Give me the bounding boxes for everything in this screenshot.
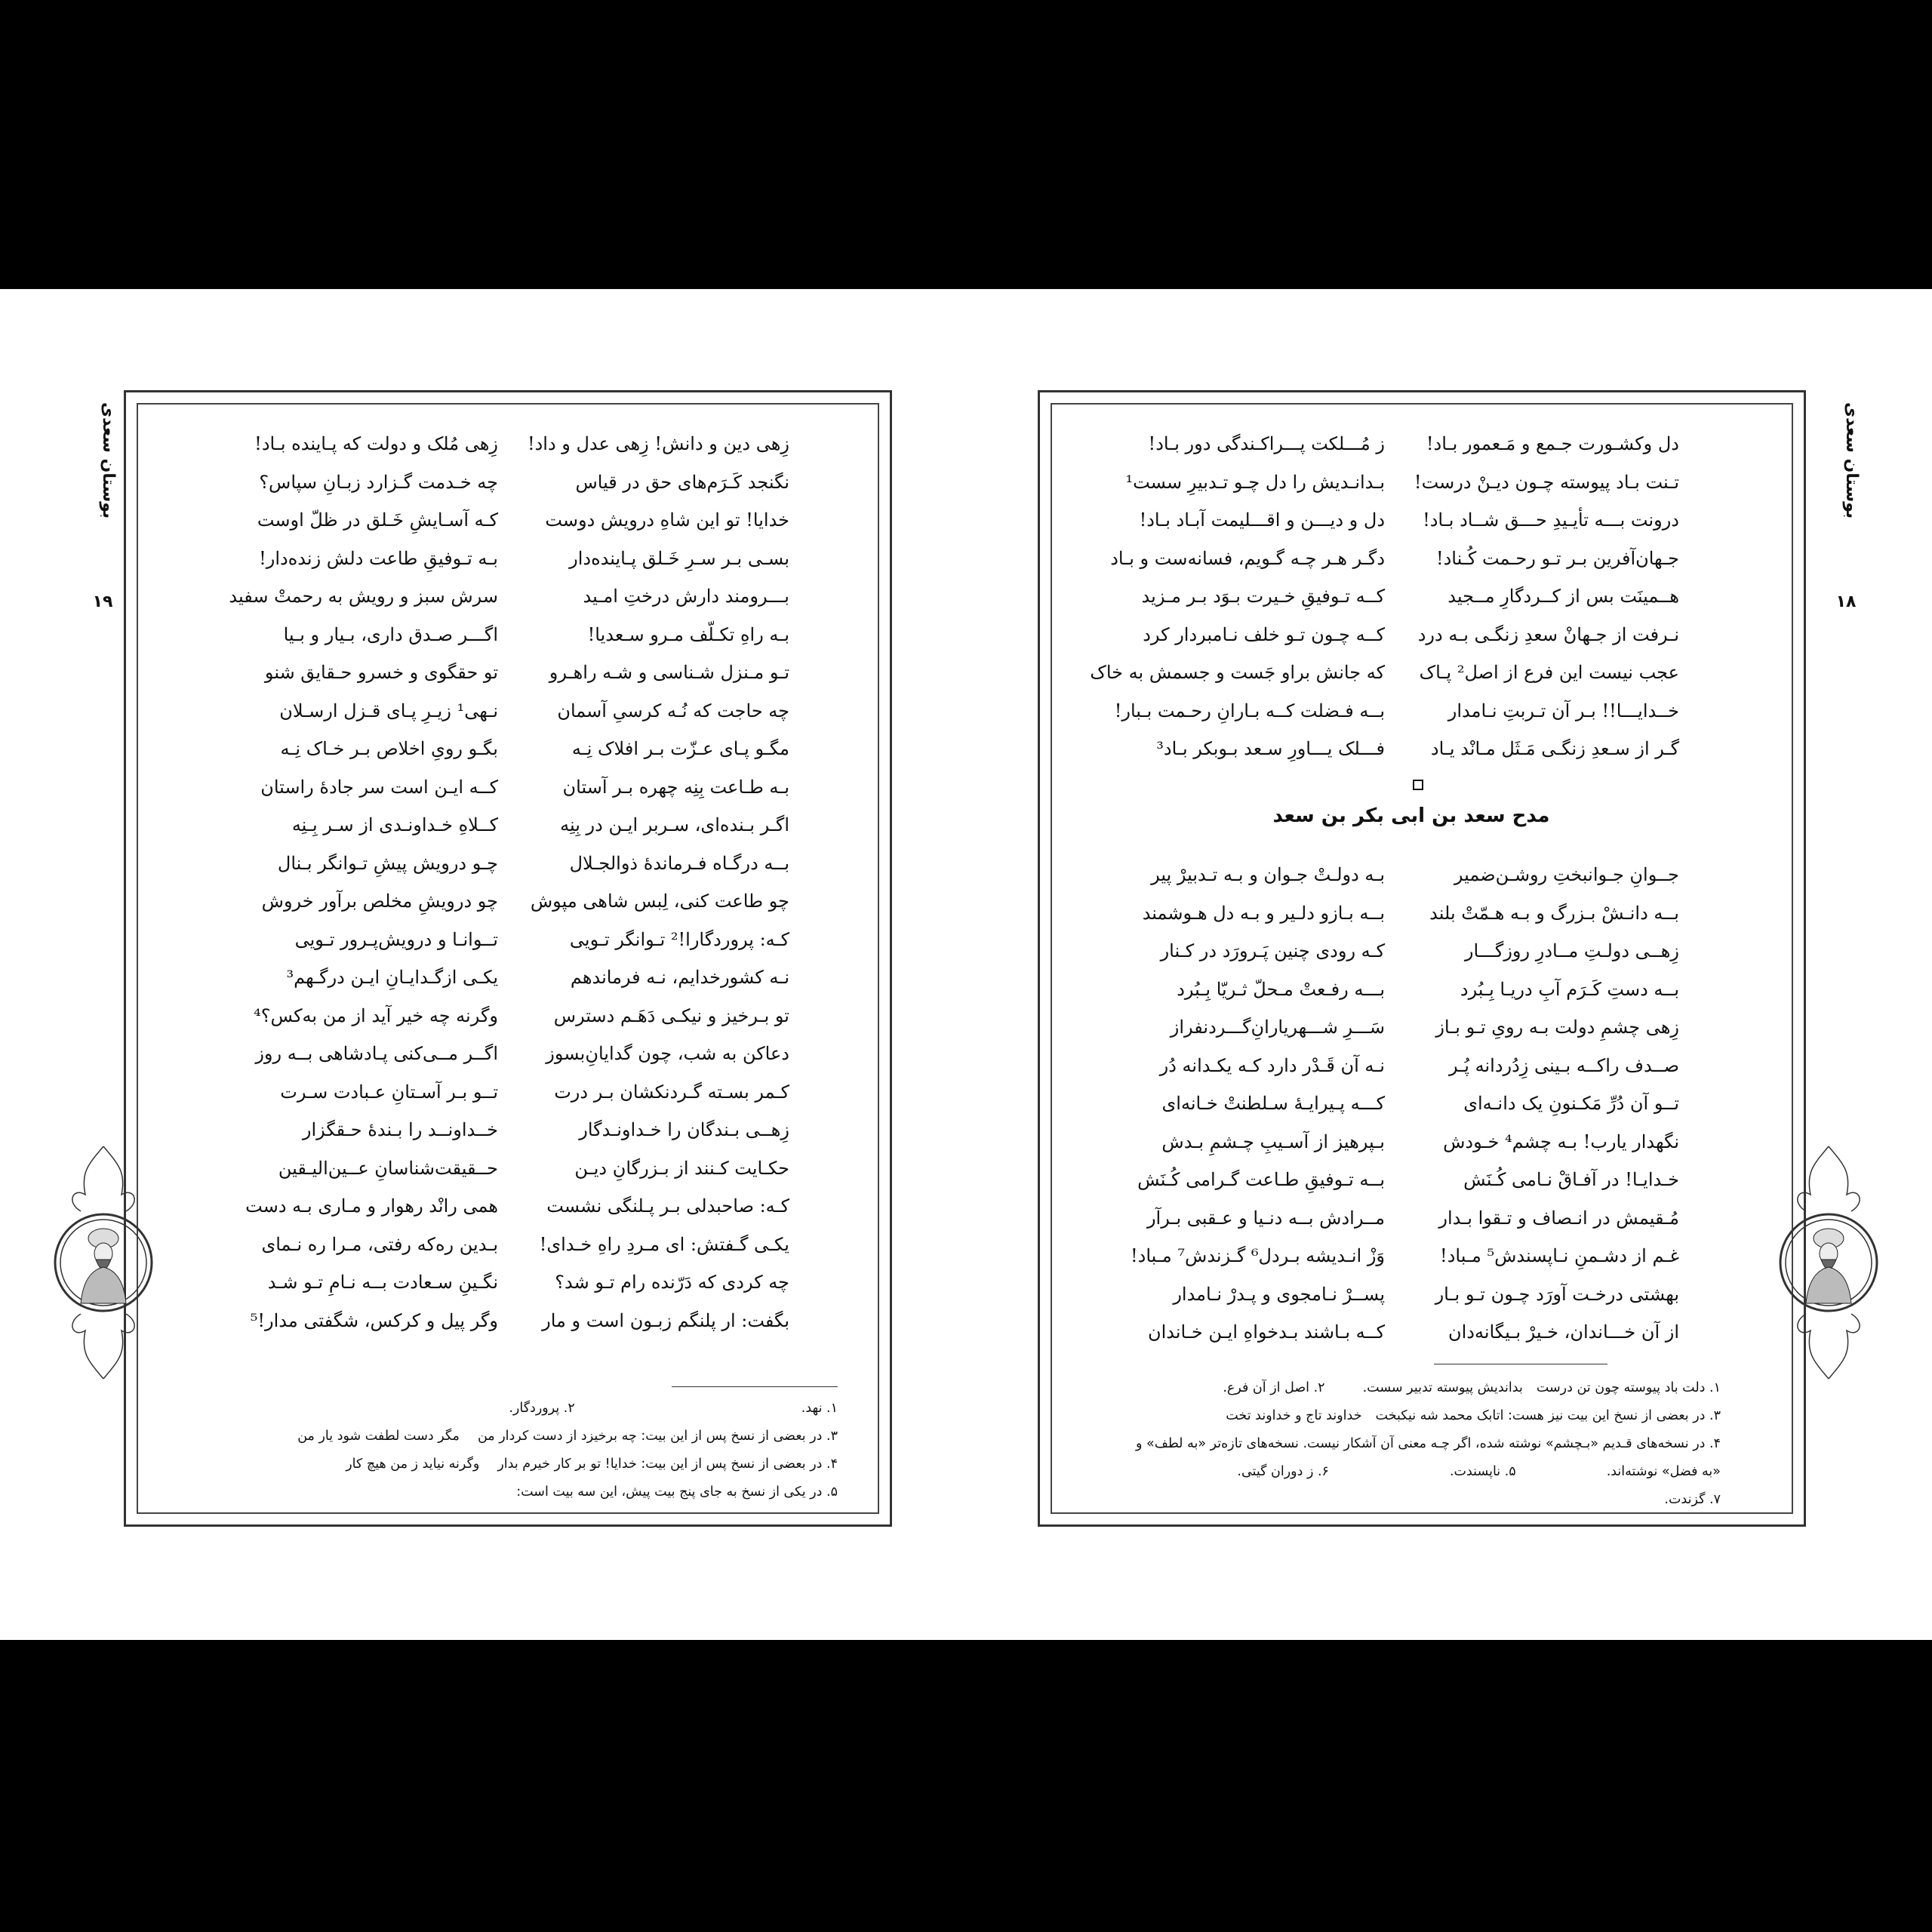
hemistich-line: بــه فـضلت کــه بـارانِ رحـمت بـبار! [1114, 700, 1385, 721]
hemistich-line: خـدایـا! در آفـاقْ نـامی کُـنَش [1463, 1169, 1679, 1190]
hemistich-line: مُـقیمش در انـصاف و تـقوا بـدار [1438, 1207, 1679, 1229]
footnote-3-verse: مگر دست لطفت شود یار من [297, 1429, 460, 1444]
hemistich-line: اگــر مــی‌کنی پـادشاهی بــه روز [255, 1043, 498, 1064]
verse-column-left-hemistich [1117, 856, 1385, 1352]
hemistich-line: نـهی¹ زیـرِ پـای قـزل ارسـلان [279, 700, 498, 721]
hemistich-line: کـــه پـیرایـهٔ سـلطنتْ خـانه‌ای [1161, 1093, 1385, 1114]
hemistich-line: سَـــرِ شـــهریارانِ‌گـــردنفراز [1170, 1017, 1385, 1038]
footnote-4: ۴. در نسخه‌های قـدیم «بـچشم» نوشته شده، اگر چـه معنی آن آشکار نیست. نسخه‌های تازه‌تر «به لطف» و [1135, 1436, 1721, 1451]
hemistich-line: چو طاعت کنی، لِبس شاهی مپوش [530, 891, 789, 912]
footnote-3: ۳. در بعضی از نسخ این بیت نیز هست: اتابک محمد شه نیکبخت [1375, 1408, 1721, 1423]
footnote-5: ۵. در یکی از نسخ به جای پنج بیت پیش، این سه بیت است: [516, 1484, 838, 1500]
hemistich-line: یکـی گـفتش: ای مـردِ راهِ خـدای! [539, 1233, 789, 1255]
hemistich-line: کـمر بسـته گـردنکشان بـر درت [554, 1081, 789, 1103]
hemistich-line: کـه رودی چنین پَـرورَد در کـنار [1160, 940, 1385, 961]
page-number: ۱۸ [1835, 592, 1857, 611]
footnote-5: ۵. ناپسندت. [1449, 1464, 1516, 1479]
hemistich-line: کــه چـون تـو خلف نـامبردار کرد [1143, 623, 1385, 645]
hemistich-line: زِهی چشمِ دولت بـه رویِ تـو بـاز [1435, 1017, 1679, 1038]
hemistich-line: چه خـدمت گـزارد زبـانِ سپاس؟ [259, 471, 498, 493]
footnote-4: ۴. در بعضی از نسخ پس از این بیت: خدایا! تو بر کار خیرم بدار [497, 1457, 838, 1472]
hemistich-line: درونت بـــه تأیـیدِ حـــق شــاد بـاد! [1423, 509, 1679, 531]
hemistich-line: چـو درویش پیشِ تـوانگر بـنال [277, 852, 498, 874]
hemistich-line: کــه تـوفیقِ خـیرت بـوَد بـر مـزید [1141, 586, 1385, 607]
hemistich-line: خــداونــد را بـندهٔ حـقگزار [302, 1119, 498, 1140]
hemistich-line: تــوانـا و درویش‌پـرور تـویی [294, 928, 498, 950]
hemistich-line: بــه تـوفیقِ طـاعت گـرامی کُـنَش [1137, 1169, 1385, 1190]
hemistich-line: تــو آن دُرِّ مَکـنونِ یک دانـه‌ای [1463, 1093, 1679, 1114]
hemistich-line: نـرفت از جـهانْ سعدِ زنگـی بـه درد [1417, 623, 1679, 645]
hemistich-line: کـه: صاحبدلی بـر پـلنگی نشست [546, 1195, 789, 1217]
hemistich-line: وَزْ انـدیشه بـردل⁶ گـزندش⁷ مـباد! [1130, 1245, 1385, 1266]
hemistich-line: بسـی بـر سـرِ خَـلق پـاینده‌دار [569, 547, 789, 569]
footnote-4-verse: وگرنه نیاید ز من هیچ کار [346, 1457, 480, 1472]
footnote-1-verse: بداندیش پیوسته تدبیر سست. [1362, 1380, 1523, 1395]
hemistich-line: حــقیقت‌شناسانِ عــین‌الیـقین [278, 1157, 498, 1179]
hemistich-line: بـه تـوفیقِ طاعت دلش زنده‌دار! [259, 547, 498, 569]
hemistich-line: نـه آن قَـدْر دارد کـه یکـدانه دُر [1159, 1054, 1385, 1076]
hemistich-line: مگـو پـای عـزّت بـر افلاک نِـه [571, 738, 789, 759]
footnote-3: ۳. در بعضی از نسخ پس از این بیت: چه برخیزد از دست کردار من [477, 1429, 838, 1444]
footnote-1: ۱. دلت باد پیوسته چون تن درست [1536, 1380, 1721, 1395]
hemistich-line: کـه آسـایشِ خَـلق در ظلّ اوست [257, 509, 498, 531]
hemistich-line: بگـو رویِ اخلاص بـر خـاک نِـه [280, 738, 498, 759]
hemistich-line: زِهی مُلک و دولت که پـاینده بـاد! [254, 433, 498, 454]
hemistich-line: زِهــی دولـتِ مــادرِ روزگـــار [1464, 940, 1679, 961]
hemistich-line: دل وکشـورت جـمع و مَـعمور بـاد! [1426, 433, 1679, 454]
footnote-3-verse: خداوند تاج و خداوند تخت [1226, 1408, 1362, 1423]
hemistich-line: چه حاجت که نُـه کرسیِ آسمان [557, 700, 789, 721]
hemistich-line: بـه دولـتْ جـوان و بـه تـدبیرْ پیر [1151, 864, 1385, 885]
verse-column-right-hemistich [1414, 425, 1679, 768]
hemistich-line: تـو مـنزل شـناسی و شـه راهـرو [549, 662, 789, 683]
footnote-4-cont: «به فضل» نوشته‌اند. [1606, 1464, 1721, 1479]
running-head: بوستان سعدی [1842, 402, 1861, 519]
hemistich-line: فـــلک یـــاورِ سـعد بـوبکر بـاد³ [1156, 738, 1385, 759]
hemistich-line: ز مُـــلکت پـــراکـندگی دور بـاد! [1148, 433, 1385, 454]
hemistich-line: دگـر هـر چـه گـویم، فسانه‌ست و بـاد [1110, 547, 1385, 569]
poet-portrait-medallion [1776, 1142, 1881, 1383]
hemistich-line: نگنجد کَـرَم‌های حق در قیاس [575, 471, 789, 493]
footnote-7: ۷. گزندت. [1664, 1492, 1721, 1507]
hemistich-line: کــلاهِ خـداونـدی از سـر بِـنِه [291, 814, 498, 835]
hemistich-line: اگـــر صـدق داری، بـیار و بـیا [283, 623, 498, 645]
hemistich-line: زِهی دین و دانش! زِهی عدل و داد! [527, 433, 789, 454]
footnotes [1135, 1374, 1721, 1514]
hemistich-line: زِهــی بـندگان را خـداونـدگار [579, 1119, 789, 1140]
hemistich-line: بـه راهِ تکـلّف مـرو سـعدیا! [587, 623, 789, 645]
hemistich-line: بـــه رفـعتْ مـحلّ ثـریّا بِـبُرد [1177, 978, 1385, 1000]
hemistich-line: کـه: پروردگارا!² تـوانگر تـویی [569, 928, 789, 950]
hemistich-line: سرش سبز و رویش به رحمتْ سفید [229, 586, 498, 607]
hemistich-line: گـر از سـعدِ زنگـی مَـثَل مـانْد یـاد [1430, 738, 1679, 759]
hemistich-line: بــه دانـشْ بـزرگ و بـه هـمّتْ بلند [1429, 902, 1679, 924]
hemistich-line: تـنت بـاد پیوسته چـون دیـنْ درست! [1414, 471, 1679, 493]
hemistich-line: تو حقگوی و خسرو حـقایق شنو [264, 662, 498, 683]
hemistich-line: بــه دستِ کَـرَم آبِ دریـا بِـبُرد [1460, 978, 1679, 1000]
verse-column-right-hemistich [527, 425, 789, 1340]
hemistich-line: چه کردی که دَرّنده رام تـو شد؟ [555, 1272, 789, 1293]
hemistich-line: هــمینَت بس از کــردگارِ مــجید [1447, 586, 1679, 607]
footnote-6: ۶. ز دوران گیتی. [1237, 1464, 1329, 1479]
section-title: مدح سعد بن ابی بکر بن سعد [1272, 804, 1550, 827]
hemistich-line: که جانش براو جَست و جسمش به خاک [1090, 662, 1385, 683]
footnote-1: ۱. نهد. [801, 1401, 838, 1416]
hemistich-line: جـهان‌آفرین بـر تـو رحـمت کُـناد! [1435, 547, 1679, 569]
verse-column-right-hemistich [1419, 856, 1679, 1352]
running-head: بوستان سعدی [99, 402, 118, 519]
hemistich-line: بـــرومند دارش درختِ امـید [583, 586, 789, 607]
hemistich-line: غـم از دشـمنِ نـاپسندش⁵ مـباد! [1440, 1245, 1679, 1266]
hemistich-line: بـپرهیز از آسـیبِ چـشمِ بـدش [1161, 1131, 1385, 1152]
hemistich-line: یکـی ازگـدایـانِ ایـن درگـهم³ [286, 967, 498, 988]
footnote-2: ۲. پروردگار. [509, 1401, 575, 1416]
hemistich-line: بگفت: ار پلنگم زبـون است و مار [542, 1309, 789, 1331]
hemistich-line: بـه طـاعت بِنِه چهره بـر آستان [562, 776, 789, 798]
hemistich-line: نـه کشورخدایم، نـه فرماندهم [570, 967, 789, 988]
hemistich-line: دل و دیـــن و اقـــلیمت آبـاد بـاد! [1139, 509, 1385, 531]
hemistich-line: بـدانـدیش را دل چـو تـدبیرِ سست¹ [1125, 471, 1385, 493]
hemistich-line: جــوانِ جـوانبختِ روشـن‌ضمیر [1454, 864, 1679, 885]
footnote-2: ۲. اصل از آن فرع. [1223, 1380, 1325, 1395]
hemistich-line: کــه ایـن است سر جادهٔ راستان [260, 776, 498, 798]
hemistich-line: اگـر بـنده‌ای، سـربر ایـن در بِنِه [560, 814, 789, 835]
hemistich-line: خــدایـــا!! بـر آن تـربتِ نـامدار [1447, 700, 1679, 721]
poet-portrait-medallion [51, 1142, 156, 1383]
hemistich-line: همی رانْد رهوار و مـاری بـه دست [245, 1195, 498, 1217]
footnotes [287, 1395, 838, 1506]
footnote-rule [672, 1386, 838, 1387]
hemistich-line: از آن خـــاندان، خـیرْ بـیگانه‌دان [1447, 1321, 1679, 1343]
hemistich-line: عجب نیست این فرع از اصل² پـاک [1419, 662, 1679, 683]
hemistich-line: بـدین ره‌که رفتی، مـرا ره نـمای [261, 1233, 498, 1255]
hemistich-line: بهشتی درخـت آورَد چـون تـو بـار [1435, 1283, 1679, 1305]
hemistich-line: تو بـرخیز و نیکـی دَهَـم دسترس [553, 1004, 789, 1026]
hemistich-line: کــه بـاشند بـدخواهِ ایـن خـاندان [1147, 1321, 1385, 1343]
page-number: ۱۹ [92, 592, 113, 611]
hemistich-line: نگـینِ سـعادت بــه نـامِ تـو شـد [267, 1272, 498, 1293]
hemistich-line: حکـایت کـنند از بـزرگانِ دیـن [574, 1157, 789, 1179]
hemistich-line: نگهدار یارب! بـه چشم⁴ خـودش [1443, 1131, 1679, 1152]
verse-column-left-hemistich [226, 425, 498, 1340]
hemistich-line: وگر پیل و کرکس، شگفتی مدار!⁵ [250, 1309, 498, 1331]
hemistich-line: پســرْ نـامجوی و پـدرْ نـامدار [1173, 1283, 1385, 1305]
verse-column-left-hemistich [1090, 425, 1385, 768]
hemistich-line: بــه درگـاه فـرماندهٔ ذوالجـلال [569, 852, 789, 874]
hemistich-line: صــدف راکــه بـینی زِدُردانه پُـر [1449, 1054, 1679, 1076]
section-ornament [1413, 780, 1423, 790]
hemistich-line: بــه بـازو دلـیر و بـه دل هـوشمند [1142, 902, 1385, 924]
hemistich-line: وگرنه چه خیر آید از من به‌کس؟⁴ [254, 1004, 498, 1026]
hemistich-line: تــو بـر آسـتانِ عـبادت سـرت [280, 1081, 498, 1103]
hemistich-line: مــرادش بــه دنـیا و عـقبی بـرآر [1146, 1207, 1385, 1229]
hemistich-line: دعاکن به شب، چون گدایانِ‌بسوز [546, 1043, 789, 1064]
hemistich-line: چو درویشِ مخلص برآور خروش [261, 891, 498, 912]
hemistich-line: خدایا! تو این شاهِ درویش دوست [545, 509, 789, 531]
